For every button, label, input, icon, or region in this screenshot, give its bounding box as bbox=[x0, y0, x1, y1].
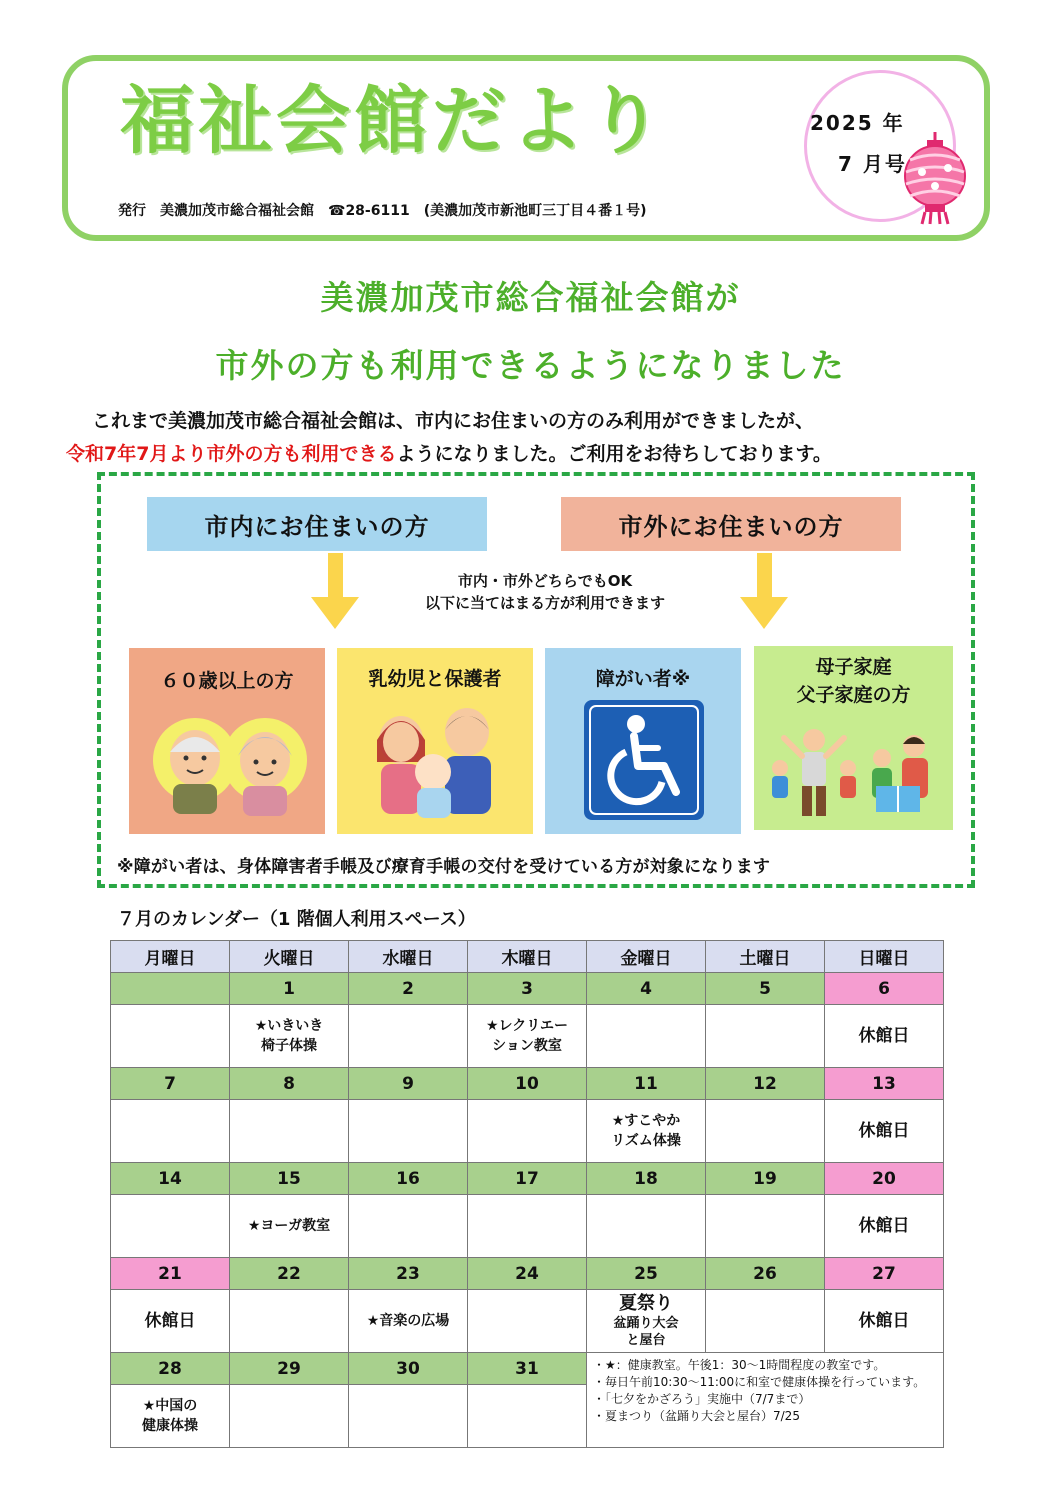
event-cell bbox=[468, 1385, 587, 1448]
date-cell: 26 bbox=[706, 1258, 825, 1290]
note-line: ・毎日午前10:30～11:00に和室で健康体操を行っています。 bbox=[593, 1375, 926, 1389]
closed-day-cell: 休館日 bbox=[825, 1290, 944, 1353]
date-cell: 19 bbox=[706, 1163, 825, 1195]
date-cell: 12 bbox=[706, 1068, 825, 1100]
note-line: ・夏まつり（盆踊り大会と屋台）7/25 bbox=[593, 1409, 800, 1423]
date-cell: 31 bbox=[468, 1353, 587, 1385]
date-cell: 2 bbox=[349, 973, 468, 1005]
event-cell bbox=[230, 1290, 349, 1353]
date-cell: 16 bbox=[349, 1163, 468, 1195]
left-arrow-icon bbox=[311, 553, 359, 629]
calendar-title: ７月のカレンダー（1 階個人利用スペース） bbox=[117, 909, 476, 930]
either-line-2: 以下に当てはまる方が利用できます bbox=[424, 594, 665, 612]
event-cell bbox=[468, 1195, 587, 1258]
date-cell: 24 bbox=[468, 1258, 587, 1290]
parent-and-children-icon bbox=[764, 724, 944, 824]
date-cell: 28 bbox=[111, 1353, 230, 1385]
date-cell-holiday: 20 bbox=[825, 1163, 944, 1195]
intro-text-rest: ようになりました。ご利用をお待ちしております。 bbox=[396, 443, 832, 465]
date-cell: 29 bbox=[230, 1353, 349, 1385]
date-cell: 1 bbox=[230, 973, 349, 1005]
date-cell: 15 bbox=[230, 1163, 349, 1195]
issuer-line: 発行 美濃加茂市総合福祉会館 ☎28-6111 (美濃加茂市新池町三丁目４番１号) bbox=[118, 203, 647, 219]
event-cell: ★レクリエー ション教室 bbox=[468, 1005, 587, 1068]
event-cell: ★音楽の広場 bbox=[349, 1290, 468, 1353]
date-cell: 11 bbox=[587, 1068, 706, 1100]
event-cell bbox=[587, 1005, 706, 1068]
either-line-1: 市内・市外どちらでもOK bbox=[457, 572, 633, 590]
event-cell bbox=[706, 1290, 825, 1353]
elderly-couple-icon bbox=[143, 708, 313, 820]
note-line: ・★：健康教室。午後1：30～1時間程度の教室です。 bbox=[593, 1358, 886, 1372]
date-cell: 3 bbox=[468, 973, 587, 1005]
intro-text-2 bbox=[66, 439, 832, 466]
date-cell: 7 bbox=[111, 1068, 230, 1100]
disability-card bbox=[545, 648, 741, 834]
city-residents-label: 市内にお住まいの方 bbox=[147, 497, 487, 551]
summer-festival-detail: 盆踊り大会 と屋台 bbox=[613, 1316, 679, 1348]
weekday-header: 月曜日 bbox=[111, 941, 230, 973]
date-cell-holiday: 27 bbox=[825, 1258, 944, 1290]
date-cell: 4 bbox=[587, 973, 706, 1005]
disability-footnote: ※障がい者は、身体障害者手帳及び療育手帳の交付を受けている方が対象になります bbox=[117, 857, 771, 877]
date-cell-holiday: 6 bbox=[825, 973, 944, 1005]
note-line: ・「七夕をかざろう」実施中（7/7まで） bbox=[593, 1392, 811, 1406]
event-row bbox=[111, 1100, 944, 1163]
event-cell bbox=[468, 1100, 587, 1163]
lantern-icon bbox=[900, 128, 970, 228]
event-row bbox=[111, 1290, 944, 1353]
closed-day-cell: 休館日 bbox=[825, 1195, 944, 1258]
event-cell bbox=[349, 1100, 468, 1163]
date-cell: 10 bbox=[468, 1068, 587, 1100]
senior-card bbox=[129, 648, 325, 834]
event-cell bbox=[111, 1100, 230, 1163]
date-cell: 22 bbox=[230, 1258, 349, 1290]
event-row bbox=[111, 1195, 944, 1258]
event-cell: ★すこやか リズム体操 bbox=[587, 1100, 706, 1163]
closed-day-cell: 休館日 bbox=[825, 1100, 944, 1163]
date-row bbox=[111, 1258, 944, 1290]
single-parent-card bbox=[754, 646, 953, 830]
date-cell: 25 bbox=[587, 1258, 706, 1290]
event-cell: ★ヨーガ教室 bbox=[230, 1195, 349, 1258]
intro-highlight: 令和7年7月より市外の方も利用できる bbox=[66, 443, 397, 465]
headline-line-1: 美濃加茂市総合福祉会館が bbox=[320, 278, 741, 317]
weekday-header: 金曜日 bbox=[587, 941, 706, 973]
event-cell: ★いきいき 椅子体操 bbox=[230, 1005, 349, 1068]
event-cell bbox=[111, 1195, 230, 1258]
event-cell bbox=[230, 1100, 349, 1163]
weekday-header-row bbox=[111, 941, 944, 973]
date-cell: 9 bbox=[349, 1068, 468, 1100]
event-row bbox=[111, 1005, 944, 1068]
event-cell bbox=[587, 1195, 706, 1258]
event-cell bbox=[706, 1100, 825, 1163]
date-cell: 18 bbox=[587, 1163, 706, 1195]
event-cell bbox=[111, 1005, 230, 1068]
event-cell bbox=[349, 1195, 468, 1258]
weekday-header: 土曜日 bbox=[706, 941, 825, 973]
senior-card-title: ６０歳以上の方 bbox=[160, 670, 294, 692]
date-cell: 14 bbox=[111, 1163, 230, 1195]
infant-card bbox=[337, 648, 533, 834]
date-cell: 5 bbox=[706, 973, 825, 1005]
issue-year: 2025 年 bbox=[810, 111, 905, 135]
weekday-header: 水曜日 bbox=[349, 941, 468, 973]
wheelchair-icon bbox=[584, 700, 704, 820]
date-cell: 23 bbox=[349, 1258, 468, 1290]
intro-text-1: これまで美濃加茂市総合福祉会館は、市内にお住まいの方のみ利用ができましたが、 bbox=[92, 410, 815, 432]
event-cell bbox=[349, 1005, 468, 1068]
single-parent-title-1: 母子家庭 bbox=[815, 656, 892, 678]
newsletter-title: 福祉会館だより bbox=[120, 78, 666, 164]
event-cell: ★中国の 健康体操 bbox=[111, 1385, 230, 1448]
either-resident-note bbox=[360, 570, 730, 614]
event-cell bbox=[230, 1385, 349, 1448]
date-cell bbox=[111, 973, 230, 1005]
summer-festival-cell bbox=[587, 1290, 706, 1353]
date-cell: 30 bbox=[349, 1353, 468, 1385]
weekday-header: 日曜日 bbox=[825, 941, 944, 973]
july-calendar bbox=[110, 940, 944, 1448]
calendar-notes bbox=[587, 1353, 944, 1448]
disability-card-title: 障がい者※ bbox=[595, 668, 691, 690]
closed-day-cell: 休館日 bbox=[825, 1005, 944, 1068]
event-cell bbox=[706, 1005, 825, 1068]
weekday-header: 火曜日 bbox=[230, 941, 349, 973]
date-row bbox=[111, 973, 944, 1005]
date-cell-holiday: 21 bbox=[111, 1258, 230, 1290]
family-with-baby-icon bbox=[367, 702, 507, 826]
event-cell bbox=[468, 1290, 587, 1353]
weekday-header: 木曜日 bbox=[468, 941, 587, 973]
date-cell: 8 bbox=[230, 1068, 349, 1100]
date-row bbox=[111, 1353, 944, 1385]
non-residents-label: 市外にお住まいの方 bbox=[561, 497, 901, 551]
date-cell-holiday: 13 bbox=[825, 1068, 944, 1100]
date-cell: 17 bbox=[468, 1163, 587, 1195]
event-cell bbox=[349, 1385, 468, 1448]
summer-festival-title: 夏祭り bbox=[619, 1293, 673, 1314]
right-arrow-icon bbox=[740, 553, 788, 629]
date-row bbox=[111, 1068, 944, 1100]
single-parent-title-2: 父子家庭の方 bbox=[796, 684, 911, 706]
closed-day-cell: 休館日 bbox=[111, 1290, 230, 1353]
infant-card-title: 乳幼児と保護者 bbox=[368, 668, 502, 690]
headline-line-2: 市外の方も利用できるようになりました bbox=[215, 346, 846, 385]
issue-number: 7 月号 bbox=[838, 152, 907, 176]
event-cell bbox=[706, 1195, 825, 1258]
date-row bbox=[111, 1163, 944, 1195]
